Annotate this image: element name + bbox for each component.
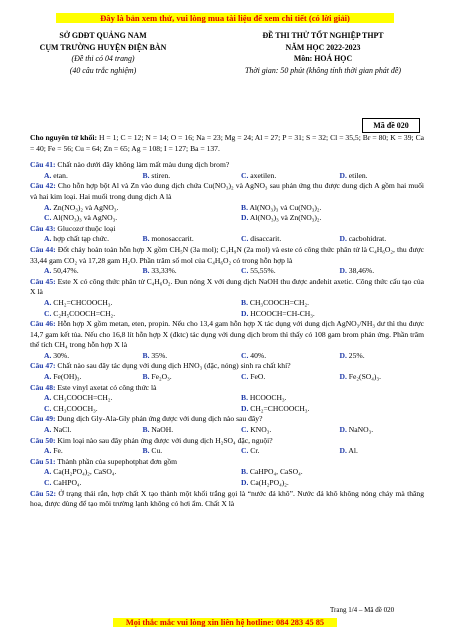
options-43: A. hợp chất tạp chức. B. monosaccarit. C. disaccarit. D. cacbohidrat. (44, 234, 387, 244)
header-right (218, 30, 428, 76)
options-46: A. 30%. B. 35%. C. 40%. D. 25%. (44, 350, 365, 360)
question-48: Câu 48: Este vinyl axetat có công thức là (30, 382, 157, 392)
question-41: Câu 41: Chất nào dưới đây không làm mất màu dung dịch brom? (30, 160, 230, 170)
question-count-note: (40 câu trắc nghiệm) (69, 65, 137, 75)
time-limit: Thời gian: 50 phút (không tính thời gian phát đề) (245, 65, 401, 75)
hotline-banner: Mọi thắc mắc vui lòng xin liên hệ hotline: 084 283 45 85 (113, 618, 337, 627)
options-51: A. Ca(H₂PO₄)₂, CaSO₄. B. CaHPO₄, CaSO₄. (44, 467, 303, 477)
options-48: A. CH₃COOCH=CH₂. B. HCOOCH₃. (44, 393, 287, 403)
school-cluster: CỤM TRƯỜNG HUYỆN ĐIỆN BÀN (39, 42, 167, 52)
subject: Môn: HOÁ HỌC (293, 54, 353, 63)
question-47: Câu 47: Chất nào sau đây tác dụng với dung dịch HNO₃ (đặc, nóng) sinh ra chất khí? (30, 361, 291, 371)
options-50: A. Fe. B. Cu. C. Cr. D. Al. (44, 446, 358, 456)
question-45: Câu 45: Este X có công thức phân tử C₄H₆O₂. Đun nóng X với dung dịch NaOH thu được anđehit axetic. Công thức cấu tạo của X là (30, 276, 424, 297)
exam-code-box: Mã đề 020 (362, 118, 420, 133)
question-49: Câu 49: Dung dịch Gly-Ala-Gly phản ứng được với dung dịch nào sau đây? (30, 414, 263, 424)
header-left (28, 30, 178, 76)
options-45: A. CH₂=CHCOOCH₃. B. CH₃COOCH=CH₂. (44, 297, 310, 307)
question-44: Câu 44: Đốt cháy hoàn toàn hỗn hợp X gồm CH₅N (3a mol); C₃H₉N (2a mol) và este có công thức phân tử là C₄H₆O₂, thu được 33,44 gam CO₂ và 17,28 gam H₂O. Phần trăm số mol của C₄H₆O₂ có trong hỗn hợp là (30, 244, 424, 265)
department-name: SỞ GDĐT QUẢNG NAM (59, 31, 147, 40)
school-year: NĂM HỌC 2022-2023 (285, 42, 361, 52)
question-50: Câu 50: Kim loại nào sau đây phản ứng được với dung dịch H₂SO₄ đặc, nguội? (30, 435, 273, 445)
options-49: A. NaCl. B. NaOH. C. KNO₃. D. NaNO₃. (44, 425, 374, 435)
page-count-note: (Đề thi có 04 trang) (71, 54, 135, 63)
page-number: Trang 1/4 – Mã đề 020 (330, 606, 395, 614)
atomic-masses: Cho nguyên tử khối: H = 1; C = 12; N = 14; O = 16; Na = 23; Mg = 24; Al = 27; P = 31; S = 32; Cl = 35,5; Br = 80; K = 39; Ca = 40; Fe = 56; Cu = 64; Zn = 65; Ag = 108; I = 127; Ba = 137. (30, 133, 425, 153)
exam-title: ĐỀ THI THỬ TỐT NGHIỆP THPT (262, 31, 384, 40)
question-43: Câu 43: Glucozơ thuộc loại (30, 223, 116, 233)
options-41: A. etan. B. stiren. C. axetilen. D. etilen. (44, 170, 368, 180)
question-46: Câu 46: Hỗn hợp X gồm metan, eten, propin. Nếu cho 13,4 gam hỗn hợp X tác dụng với dung dịch AgNO₃/NH₃ dư thì thu được 14,7 gam kết tủa. Nếu cho 16,8 lít hỗn hợp X (đktc) tác dụng với dung dịch brom thì thấy có 108 gam brom phản ứng. Phần trăm thể tích CH₄ trong hỗn hợp X là (30, 319, 424, 350)
question-42: Câu 42: Cho hỗn hợp bột Al và Zn vào dung dịch chứa Cu(NO₃)₂ và AgNO₃ sau phản ứng thu được dung dịch A gồm hai muối và hai kim loại. Hai muối trong dung dịch A là (30, 181, 425, 201)
question-52: Câu 52: Ở trạng thái rắn, hợp chất X tạo thành một khối trắng gọi là “nước đá khô”. Nước đá khô không nóng chảy mà thăng hoa, được dùng để tạo môi trường lạnh không có hơi ẩm. Chất X là (30, 488, 424, 509)
options-42: A. Zn(NO₃)₂ và AgNO₃. B. Al(NO₃)₃ và Cu(NO₃)₂. (44, 202, 322, 212)
preview-banner: Đây là bản xem thử, vui lòng mua tài liệu để xem chi tiết (có lời giải) (56, 13, 394, 23)
options-47: A. Fe(OH)₃. B. Fe₂O₃. C. FeO. D. Fe₂(SO₄)₃. (44, 372, 381, 382)
options-44: A. 50,47%. B. 33,33%. C. 55,55%. D. 38,46%. (44, 266, 375, 276)
question-51: Câu 51: Thành phần của supephotphat đơn gồm (30, 456, 178, 466)
exam-content: Cho nguyên tử khối: H = 1; C = 12; N = 14; O = 16; Na = 23; Mg = 24; Al = 27; P = 31; S = 32; Cl = 35,5; Br = 80; K = 39; Ca = 40; Fe = 56; Cu = 64; Zn = 65; Ag = 108; I = 127; Ba = 137. Câu 41: Chất nào dưới đây không làm mất màu dung dịch brom? A. etan. B. stiren. C. axetilen. D. etilen. Câu 42: Cho hỗn hợp bột Al và Zn vào dung dịch chứa Cu(NO₃)₂ và AgNO₃ sau phản ứng thu được dung dịch A gồm hai muối và hai kim loại. Hai muối trong dung dịch A là A. Zn(NO₃)₂ và AgNO₃. B. Al(NO₃)₃ và Cu(NO₃)₂. C. Al(NO₃)₃ và AgNO₃. D. Al(NO₃)₃ và Zn(NO₃)₂. Câu 43: Glucozơ thuộc loại A. hợp chất tạp chức. B. monosaccarit. C. disaccarit. D. cacbohidrat. Câu 44: Đốt cháy hoàn toàn hỗn hợp X gồm CH₅N (3a mol); C₃H₉N (2a mol) và este có công thức phân tử là C₄H₆O₂, thu được 33,44 gam CO₂ và 17,28 gam H₂O. Phần trăm số mol của C₄H₆O₂ có trong hỗn hợp là A. 50,47%. B. 33,33%. C. 55,55%. D. 38,46%. Câu 45: Este X có công thức phân tử C₄H₆O₂. Đun nóng X với dung dịch NaOH thu được anđehit axetic. Công thức cấu tạo của X là A. CH₂=CHCOOCH₃. B. CH₃COOCH=CH₂. C. C₂H₅COOCH=CH₂. D. HCOOCH=CH-CH₃. Câu 46: Hỗn hợp X gồm metan, eten, propin. Nếu cho 13,4 gam hỗn hợp X tác dụng với dung dịch AgNO₃/NH₃ dư thì thu được 14,7 gam kết tủa. Nếu cho 16,8 lít hỗn hợp X (đktc) tác dụng với dung dịch brom thì thấy có 108 gam brom phản ứng. Phần trăm thể tích CH₄ trong hỗn hợp X là A. 30%. B. 35%. C. 40%. D. 25%. Câu 47: Chất nào sau đây tác dụng với dung dịch HNO₃ (đặc, nóng) sinh ra chất khí? A. Fe(OH)₃. B. Fe₂O₃. C. FeO. D. Fe₂(SO₄)₃. Câu 48: Este vinyl axetat có công thức là A. CH₃COOCH=CH₂. B. HCOOCH₃. C. CH₃COOCH₃. D. CH₂=CHCOOCH₃. Câu 49: Dung dịch Gly-Ala-Gly phản ứng được với dung dịch nào sau đây? A. NaCl. B. NaOH. C. KNO₃. D. NaNO₃. Câu 50: Kim loại nào sau đây phản ứng được với dung dịch H₂SO₄ đặc, nguội? A. Fe. B. Cu. C. Cr. D. Al. Câu 51: Thành phần của supephotphat đơn gồm A. Ca(H₂PO₄)₂, CaSO₄. B. CaHPO₄, CaSO₄. C. CaHPO₄. D. Ca(H₂PO₄)₂. Câu 52: Ở trạng thái rắn, hợp chất X tạo thành một khối trắng gọi là “nước đá khô”. Nước đá khô không nóng chảy mà thăng hoa, được dùng để tạo môi trường lạnh không có hơi ẩm. Chất X là (30, 133, 425, 509)
